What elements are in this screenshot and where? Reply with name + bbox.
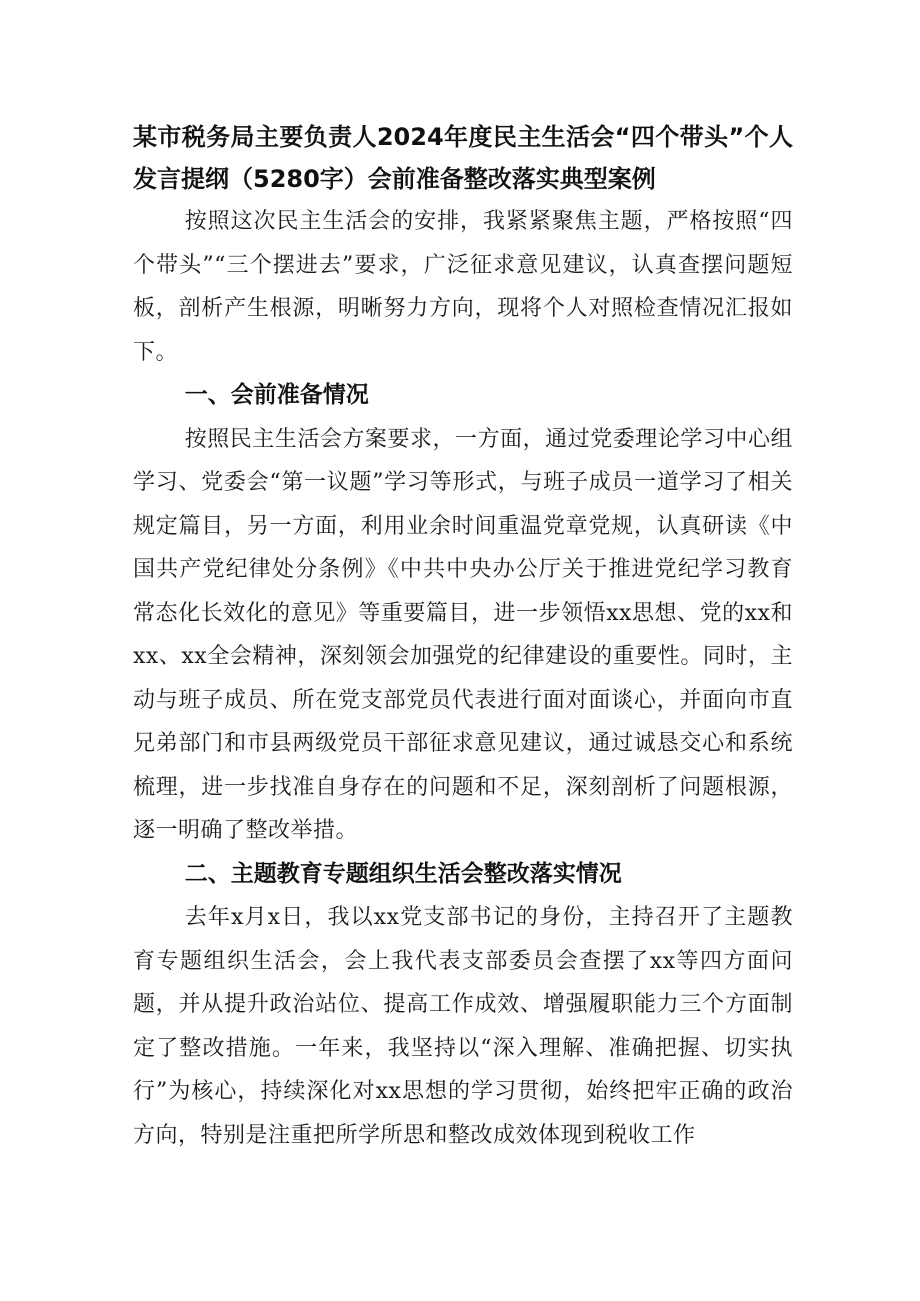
intro-paragraph: 按照这次民主生活会的安排，我紧紧聚焦主题，严格按照“四个带头”“三个摆进去”要求，广泛征求意见建议，认真查摆问题短板，剖析产生根源，明晰努力方向，现将个人对照检查情况汇报如下。 <box>133 209 793 365</box>
section-paragraph-preparation: 按照民主生活会方案要求，一方面，通过党委理论学习中心组学习、党委会“第一议题”学习等形式，与班子成员一道学习了相关规定篇目，另一方面，利用业余时间重温党章党规，认真研读《中国共产党纪律处分条例》《中共中央办公厅关于推进党纪学习教育常态化长效化的意见》等重要篇目，进一步领悟xx思想、党的xx和xx、xx全会精神，深刻领会加强党的纪律建设的重要性。同时，主动与班子成员、所在党支部党员代表进行面对面谈心，并面向市直兄弟部门和市县两级党员干部征求意见建议，通过诚恳交心和系统梳理，进一步找准自身存在的问题和不足，深刻剖析了问题根源，逐一明确了整改举措。 <box>133 426 793 843</box>
section-heading-preparation: 一、会前准备情况 <box>184 382 369 408</box>
document-page <box>133 116 793 1157</box>
section-heading-rectification: 二、主题教育专题组织生活会整改落实情况 <box>184 860 622 887</box>
document-title: 某市税务局主要负责人2024年度民主生活会“四个带头”个人发言提纲（5280字）会前准备整改落实典型案例 <box>133 123 793 193</box>
section-paragraph-rectification: 去年x月x日，我以xx党支部书记的身份，主持召开了主题教育专题组织生活会，会上我代表支部委员会查摆了xx等四方面问题，并从提升政治站位、提高工作成效、增强履职能力三个方面制定了整改措施。一年来，我坚持以“深入理解、准确把握、切实执行”为核心，持续深化对xx思想的学习贯彻，始终把牢正确的政治方向，特别是注重把所学所思和整改成效体现到税收工作 <box>133 905 793 1148</box>
